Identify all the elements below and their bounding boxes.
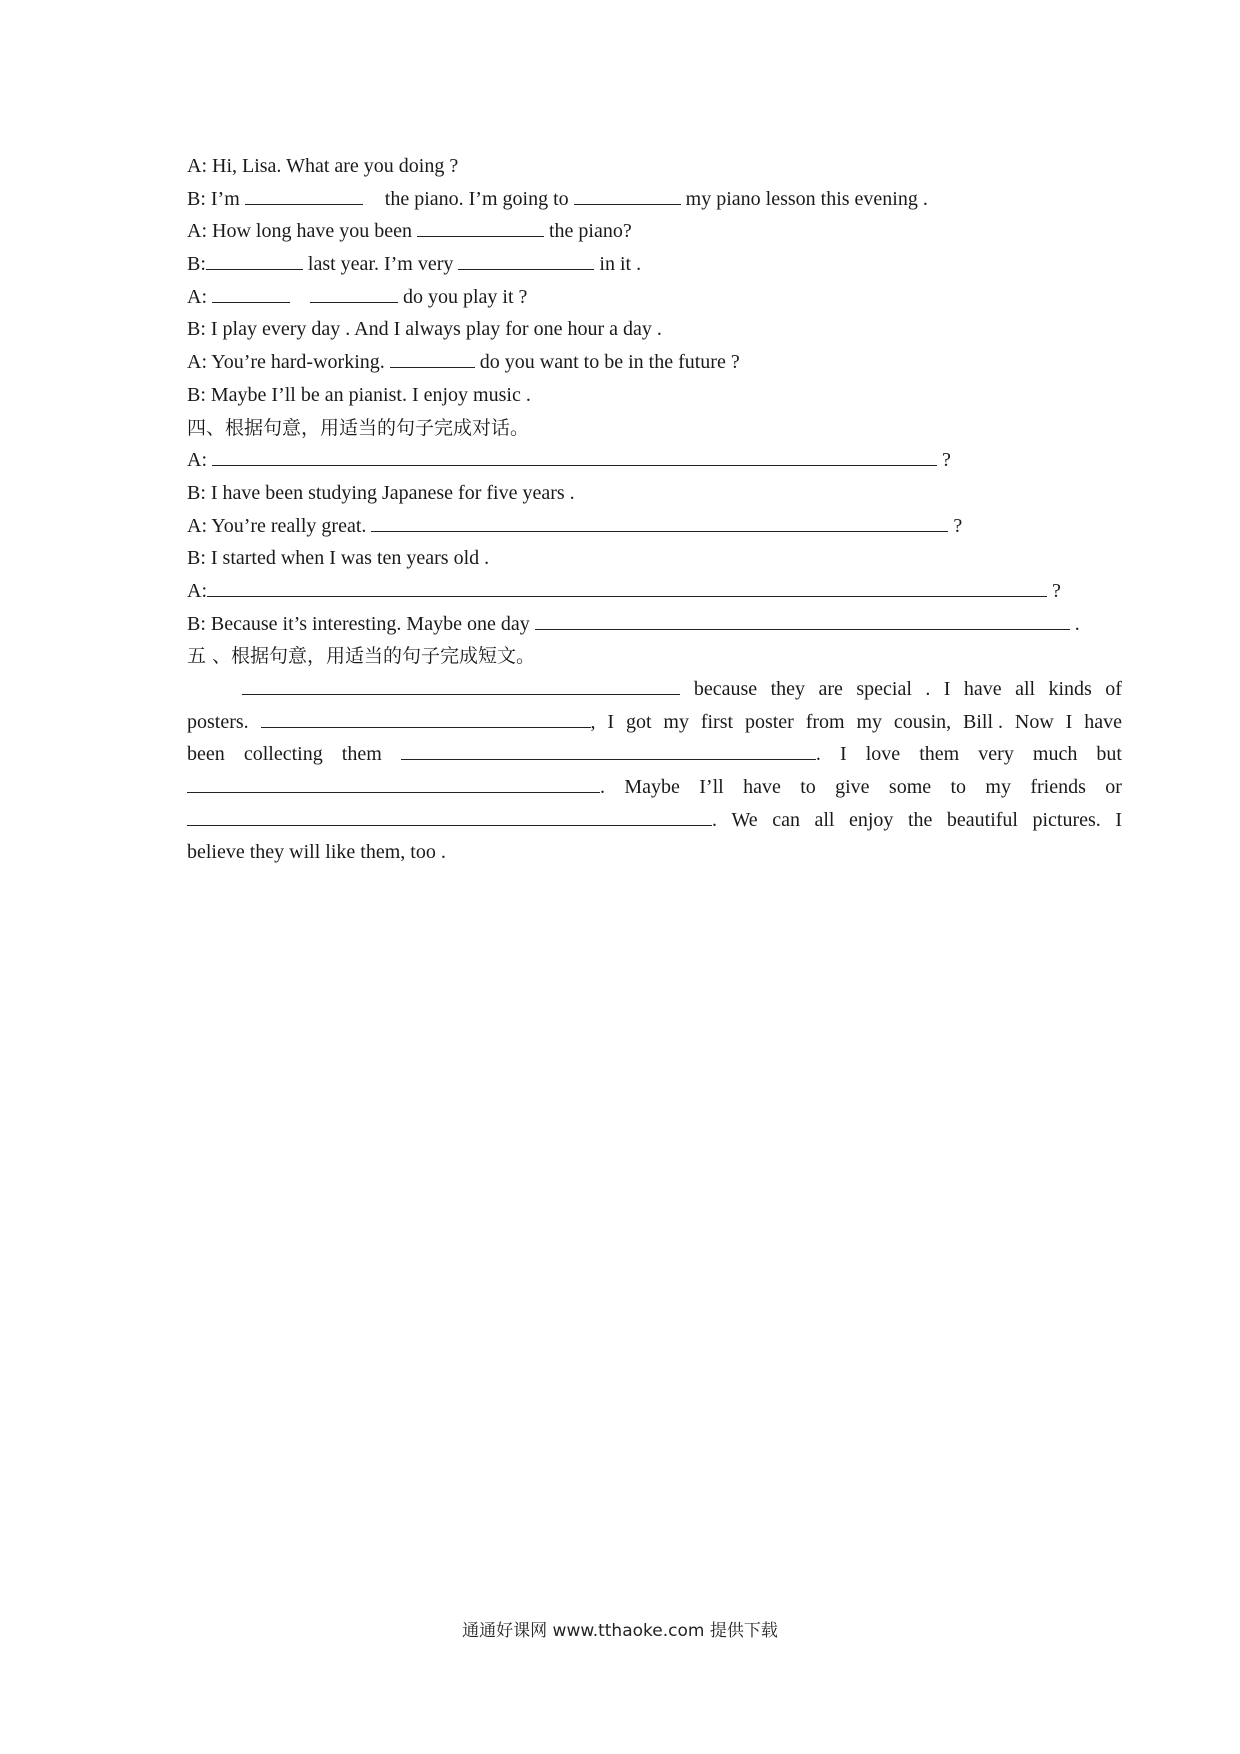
paragraph-word: posters. — [187, 710, 249, 733]
paragraph-word: much — [1032, 743, 1078, 766]
answer-blank[interactable] — [212, 284, 290, 303]
paragraph-word: , — [590, 710, 596, 733]
section-4-line-4 — [187, 542, 1122, 575]
section-5-heading: 五 、根据句意，用适当的句子完成短文。 — [187, 645, 536, 668]
dialogue-text: ? — [1047, 579, 1061, 602]
paragraph-word: I — [943, 678, 951, 700]
dialogue-text: ? — [937, 449, 951, 472]
dialogue-text: B: I play every day . And I always play for one hour a day . — [187, 318, 662, 341]
paragraph-word: collecting — [243, 743, 323, 766]
answer-blank[interactable] — [417, 218, 544, 237]
paragraph-word: I — [1065, 710, 1073, 733]
dialogue-text: the piano. I’m going to — [384, 187, 574, 210]
answer-blank[interactable] — [574, 186, 681, 205]
paragraph-word: of — [1105, 678, 1122, 700]
paragraph-word: all — [1015, 678, 1036, 700]
dialogue-text: the piano? — [543, 220, 632, 243]
paragraph-word: I — [839, 743, 847, 766]
paragraph-word: kinds — [1048, 678, 1092, 700]
answer-blank[interactable] — [458, 251, 594, 270]
paragraph-word: . — [712, 808, 717, 831]
section-5-line-5 — [187, 804, 1122, 837]
paragraph-word: . — [815, 743, 821, 766]
paragraph-word: special — [856, 678, 912, 700]
paragraph-word: . — [600, 776, 605, 799]
paragraph-word: pictures. — [1032, 808, 1101, 831]
paragraph-word: them — [919, 743, 960, 766]
dialogue-text: B: I’m — [187, 187, 245, 210]
section-4-line-5 — [187, 575, 1122, 608]
paragraph-word: have — [743, 776, 781, 799]
answer-blank[interactable] — [310, 284, 398, 303]
paragraph-word: Now — [1014, 710, 1054, 733]
paragraph-word: enjoy — [848, 808, 894, 831]
paragraph-word: got — [625, 710, 652, 733]
answer-blank[interactable] — [245, 186, 363, 205]
dialogue-line-2 — [187, 183, 1122, 216]
paragraph-word: the — [907, 808, 933, 831]
section-5-line-1 — [187, 673, 1122, 706]
dialogue-text: B: Because it’s interesting. Maybe one day — [187, 612, 535, 635]
section-4-line-3 — [187, 510, 1122, 543]
paragraph-word: to — [950, 776, 967, 799]
section-5-line-3 — [187, 738, 1122, 771]
dialogue-text: B: I have been studying Japanese for five years . — [187, 481, 575, 504]
dialogue-line-6 — [187, 313, 1122, 346]
answer-blank[interactable] — [187, 807, 712, 826]
dialogue-text: B: Maybe I’ll be an pianist. I enjoy music . — [187, 383, 531, 406]
paragraph-word: they — [770, 678, 806, 700]
paragraph-word: all — [814, 808, 835, 831]
dialogue-text: A: You’re hard-working. — [187, 351, 390, 374]
paragraph-word: friends — [1030, 776, 1086, 799]
answer-blank[interactable] — [212, 447, 937, 466]
dialogue-line-5 — [187, 281, 1122, 314]
paragraph-word: been — [187, 743, 225, 766]
answer-blank[interactable] — [401, 741, 816, 760]
paragraph-text: believe they will like them, too . — [187, 841, 446, 864]
dialogue-text: last year. I’m very — [302, 253, 459, 276]
dialogue-text: in it . — [594, 253, 642, 276]
paragraph-word: I — [607, 710, 615, 733]
dialogue-text: B: — [187, 253, 206, 276]
paragraph-word: can — [772, 808, 800, 831]
paragraph-word: because — [693, 678, 758, 700]
dialogue-text: A: How long have you been — [187, 220, 417, 243]
paragraph-word: my — [663, 710, 689, 733]
dialogue-line-4 — [187, 248, 1122, 281]
paragraph-word: very — [978, 743, 1014, 766]
paragraph-word: I — [1115, 808, 1122, 831]
paragraph-word: Bill — [963, 710, 994, 733]
answer-blank[interactable] — [535, 611, 1070, 630]
answer-blank[interactable] — [261, 709, 591, 728]
paragraph-word: from — [805, 710, 845, 733]
paragraph-word: or — [1105, 776, 1122, 799]
paragraph-word: but — [1096, 743, 1122, 766]
paragraph-word: them — [341, 743, 382, 766]
paragraph-word: We — [731, 808, 758, 831]
dialogue-line-1 — [187, 150, 1122, 183]
section-5-line-6 — [187, 836, 1122, 869]
paragraph-word: are — [818, 678, 843, 700]
section-5-line-2 — [187, 706, 1122, 739]
section-5-line-4 — [187, 771, 1122, 804]
section-4-line-6 — [187, 608, 1122, 641]
section-4-line-1 — [187, 444, 1122, 477]
dialogue-text: ? — [948, 514, 963, 537]
answer-blank[interactable] — [187, 774, 600, 793]
paragraph-word: my — [985, 776, 1011, 799]
paragraph-word: first — [700, 710, 734, 733]
answer-blank[interactable] — [390, 349, 475, 368]
paragraph-word: . — [925, 678, 931, 700]
paragraph-word: cousin, — [893, 710, 952, 733]
dialogue-line-8 — [187, 379, 1122, 412]
dialogue-line-3 — [187, 215, 1122, 248]
dialogue-text: my piano lesson this evening . — [680, 187, 928, 210]
dialogue-text: do you play it ? — [398, 285, 528, 308]
paragraph-word: Maybe — [624, 776, 680, 799]
answer-blank[interactable] — [371, 513, 948, 532]
page-footer: 通通好课网 www.tthaoke.com 提供下载 — [462, 1621, 778, 1641]
section-4-line-2 — [187, 477, 1122, 510]
paragraph-word: have — [1084, 710, 1122, 733]
dialogue-text: A: — [187, 449, 212, 472]
paragraph-word: poster — [744, 710, 794, 733]
dialogue-text: . — [1069, 612, 1080, 635]
paragraph-word: I’ll — [699, 776, 724, 799]
dialogue-text: B: I started when I was ten years old . — [187, 547, 490, 570]
dialogue-text: A: — [187, 579, 207, 602]
dialogue-line-7 — [187, 346, 1122, 379]
answer-blank[interactable] — [207, 578, 1047, 597]
paragraph-word: to — [800, 776, 816, 799]
paragraph-word: give — [835, 776, 870, 799]
paragraph-word: beautiful — [946, 808, 1018, 831]
paragraph-word: some — [888, 776, 932, 799]
dialogue-text: A: Hi, Lisa. What are you doing ? — [187, 155, 459, 177]
paragraph-word: . — [998, 710, 1004, 733]
paragraph-word: love — [865, 743, 901, 766]
paragraph-word: my — [856, 710, 883, 733]
answer-blank[interactable] — [206, 251, 303, 270]
dialogue-text: do you want to be in the future ? — [474, 351, 740, 374]
worksheet-page — [187, 150, 1122, 869]
answer-blank[interactable] — [242, 676, 680, 695]
dialogue-text: A: — [187, 285, 212, 308]
paragraph-word: have — [963, 678, 1002, 700]
section-4-heading: 四、根据句意，用适当的句子完成对话。 — [187, 416, 530, 439]
dialogue-text: A: You’re really great. — [187, 514, 372, 537]
